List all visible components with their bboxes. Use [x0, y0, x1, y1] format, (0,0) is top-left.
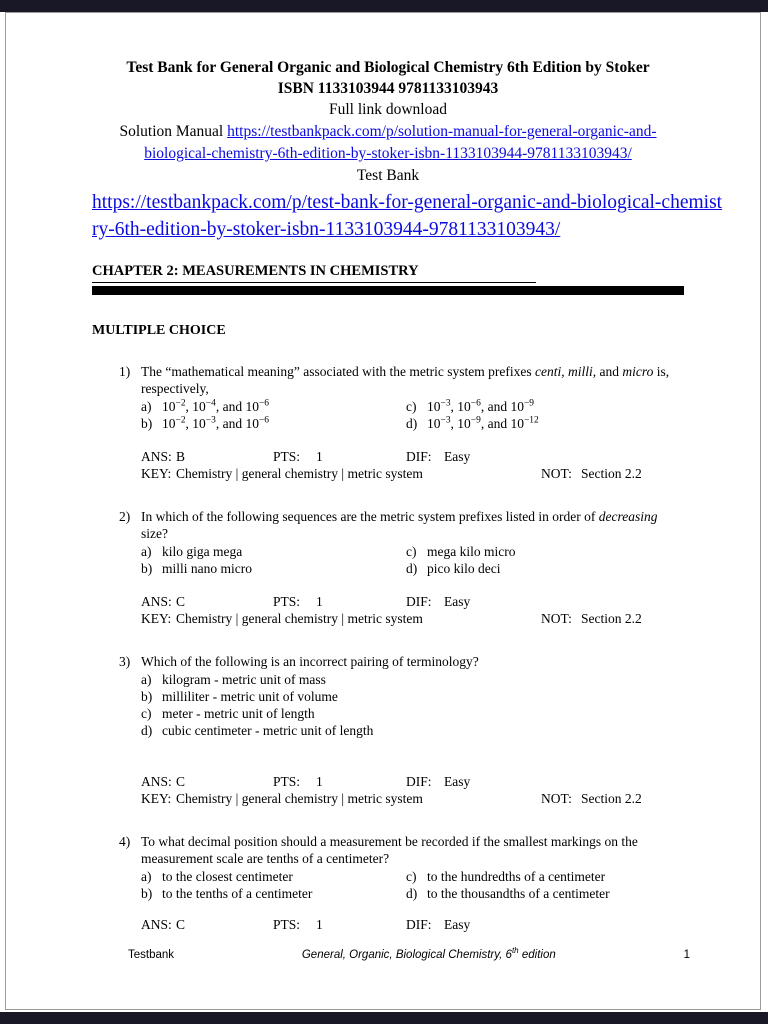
title-line-2: ISBN 1133103944 9781133103943 [277, 80, 499, 97]
key-label: KEY: [141, 466, 172, 481]
pts-label: PTS: [273, 449, 301, 464]
key-meta-row [141, 790, 684, 807]
answer-meta-row [141, 773, 684, 790]
answer-option [406, 543, 684, 560]
option-label: d) [141, 723, 153, 738]
not-value: Section 2.2 [581, 791, 642, 806]
test-bank-link[interactable]: https://testbankpack.com/p/test-bank-for-general-organic-and-biological-chemistry-6th-edition-by-stoker-isbn-1133103944-9781133103943/ [92, 192, 723, 240]
option-label: a) [141, 672, 152, 687]
pts-value: 1 [316, 449, 323, 464]
option-label: c) [406, 544, 417, 559]
footer-page-number: 1 [683, 949, 690, 961]
question-options [141, 868, 684, 902]
option-label: b) [141, 561, 153, 576]
question-number: 4) [119, 834, 131, 849]
footer-doc-label: Testbank [128, 949, 175, 961]
question-1 [92, 363, 684, 482]
not-label: NOT: [541, 466, 572, 481]
viewer-top-bar [0, 0, 768, 12]
pts-value: 1 [316, 917, 323, 932]
not-value: Section 2.2 [581, 466, 642, 481]
ans-value: B [176, 449, 186, 464]
question-stem: The “mathematical meaning” associated with the metric system prefixes centi, milli, and micro is, respectively, [141, 364, 670, 396]
option-text: to the hundredths of a centimeter [427, 869, 606, 884]
option-text: $10^{-2}$, $10^{-3}$, and $10^{-6}$ [162, 415, 270, 431]
solution-manual-label: Solution Manual [119, 123, 228, 140]
ans-label: ANS: [141, 449, 172, 464]
dif-label: DIF: [406, 917, 432, 932]
option-text: milli nano micro [162, 561, 252, 576]
option-text: pico kilo deci [427, 561, 501, 576]
pts-value: 1 [316, 774, 323, 789]
option-label: b) [141, 689, 153, 704]
option-label: b) [141, 416, 153, 431]
option-label: a) [141, 544, 152, 559]
answer-option [141, 868, 406, 885]
answer-option [141, 671, 684, 688]
viewer-bottom-bar [0, 1012, 768, 1024]
pts-value: 1 [316, 594, 323, 609]
option-text: kilogram - metric unit of mass [162, 672, 326, 687]
dif-value: Easy [444, 917, 471, 932]
option-text: $10^{-2}$, $10^{-4}$, and $10^{-6}$ [162, 398, 270, 414]
option-text: mega kilo micro [427, 544, 516, 559]
key-value: Chemistry | general chemistry | metric system [176, 611, 423, 626]
title-line-1: Test Bank for General Organic and Biological Chemistry 6th Edition by Stoker [126, 59, 650, 76]
pts-label: PTS: [273, 594, 301, 609]
chapter-divider-bar [92, 286, 684, 295]
not-value: Section 2.2 [581, 611, 642, 626]
page-footer [128, 946, 690, 961]
question-options [141, 543, 684, 577]
option-label: b) [141, 886, 153, 901]
option-text: $10^{-3}$, $10^{-6}$, and $10^{-9}$ [427, 398, 535, 414]
pts-label: PTS: [273, 774, 301, 789]
answer-option [141, 688, 684, 705]
answer-option [406, 398, 684, 415]
solution-manual-line [92, 121, 684, 165]
answer-option [141, 543, 406, 560]
dif-label: DIF: [406, 594, 432, 609]
answer-option [141, 705, 684, 722]
document-page [5, 12, 761, 1010]
document-header [92, 57, 723, 243]
not-label: NOT: [541, 611, 572, 626]
answer-option [406, 885, 684, 902]
key-label: KEY: [141, 791, 172, 806]
question-stem: To what decimal position should a measurement be recorded if the smallest markings on the measurement scale are tenths of a centimeter? [141, 834, 638, 866]
page-content [6, 13, 760, 933]
answer-option [406, 560, 684, 577]
key-label: KEY: [141, 611, 172, 626]
option-label: d) [406, 561, 418, 576]
option-label: d) [406, 416, 418, 431]
option-text: to the tenths of a centimeter [162, 886, 313, 901]
dif-label: DIF: [406, 449, 432, 464]
answer-option [141, 415, 406, 432]
question-3 [92, 653, 684, 807]
ans-value: C [176, 917, 186, 932]
dif-value: Easy [444, 449, 471, 464]
option-text: milliliter - metric unit of volume [162, 689, 338, 704]
chapter-heading: CHAPTER 2: MEASUREMENTS IN CHEMISTRY [92, 263, 536, 283]
key-value: Chemistry | general chemistry | metric system [176, 791, 423, 806]
answer-option [141, 398, 406, 415]
question-number: 1) [119, 364, 131, 379]
pts-label: PTS: [273, 917, 301, 932]
answer-option [141, 885, 406, 902]
option-label: c) [406, 399, 417, 414]
question-4 [92, 833, 684, 933]
question-options [141, 398, 684, 432]
question-options [141, 671, 684, 739]
question-stem: In which of the following sequences are the metric system prefixes listed in order of decreasing size? [141, 509, 658, 541]
key-value: Chemistry | general chemistry | metric system [176, 466, 423, 481]
section-heading: MULTIPLE CHOICE [92, 323, 226, 338]
question-number: 3) [119, 654, 131, 669]
dif-value: Easy [444, 594, 471, 609]
ans-label: ANS: [141, 917, 172, 932]
option-text: kilo giga mega [162, 544, 243, 559]
answer-option [141, 560, 406, 577]
ans-label: ANS: [141, 594, 172, 609]
ans-label: ANS: [141, 774, 172, 789]
test-bank-link-wrap [92, 189, 724, 243]
option-label: d) [406, 886, 418, 901]
dif-label: DIF: [406, 774, 432, 789]
option-label: a) [141, 399, 152, 414]
answer-meta-row [141, 448, 684, 465]
question-stem: Which of the following is an incorrect pairing of terminology? [141, 654, 479, 669]
option-text: meter - metric unit of length [162, 706, 315, 721]
option-label: c) [141, 706, 152, 721]
option-text: cubic centimeter - metric unit of length [162, 723, 374, 738]
answer-meta-row [141, 916, 684, 933]
key-meta-row [141, 465, 684, 482]
ans-value: C [176, 594, 186, 609]
option-text: to the thousandths of a centimeter [427, 886, 610, 901]
solution-manual-link[interactable]: https://testbankpack.com/p/solution-manual-for-general-organic-and-biological-chemistry-6th-edition-by-stoker-isbn-1133103944-9781133103943/ [144, 123, 657, 162]
ans-value: C [176, 774, 186, 789]
answer-option [406, 415, 684, 432]
option-label: a) [141, 869, 152, 884]
question-number: 2) [119, 509, 131, 524]
option-label: c) [406, 869, 417, 884]
question-2 [92, 508, 684, 627]
test-bank-label: Test Bank [356, 167, 420, 184]
not-label: NOT: [541, 791, 572, 806]
option-text: $10^{-3}$, $10^{-9}$, and $10^{-12}$ [427, 415, 539, 431]
option-text: to the closest centimeter [162, 869, 293, 884]
key-meta-row [141, 610, 684, 627]
answer-option [141, 722, 684, 739]
footer-book-title: General, Organic, Biological Chemistry, 6th edition [301, 946, 556, 961]
answer-meta-row [141, 593, 684, 610]
dif-value: Easy [444, 774, 471, 789]
full-link-label: Full link download [329, 101, 447, 118]
answer-option [406, 868, 684, 885]
